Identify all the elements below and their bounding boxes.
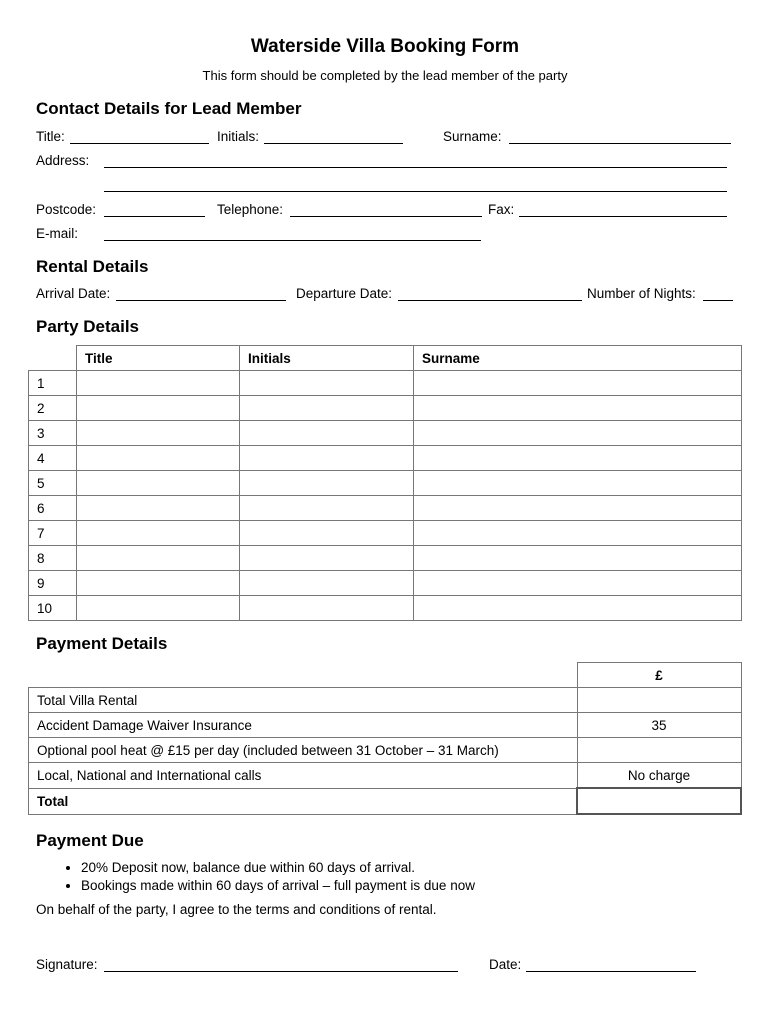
- party-surname-cell[interactable]: [414, 521, 742, 546]
- party-initials-cell[interactable]: [240, 446, 414, 471]
- party-title-cell[interactable]: [77, 421, 240, 446]
- party-initials-cell[interactable]: [240, 471, 414, 496]
- party-row-number: 4: [29, 446, 77, 471]
- bullet-item: • 20% Deposit now, balance due within 60 days of arrival.: [81, 859, 475, 877]
- party-title-cell[interactable]: [77, 396, 240, 421]
- date-field[interactable]: [526, 971, 696, 972]
- party-row: [29, 396, 742, 421]
- payment-item-label: Local, National and International calls: [29, 763, 578, 789]
- party-surname-cell[interactable]: [414, 546, 742, 571]
- party-row: [29, 446, 742, 471]
- signature-label: Signature:: [36, 957, 98, 972]
- party-row-number: 5: [29, 471, 77, 496]
- payment-corner-cell: [29, 663, 578, 688]
- payment-row: [29, 688, 742, 713]
- party-col-initials: Initials: [240, 346, 414, 371]
- payment-item-label: Total Villa Rental: [29, 688, 578, 713]
- party-corner-cell: [29, 346, 77, 371]
- party-title-cell[interactable]: [77, 471, 240, 496]
- nights-field[interactable]: [703, 300, 733, 301]
- party-initials-cell[interactable]: [240, 421, 414, 446]
- party-row: [29, 596, 742, 621]
- payment-row: [29, 738, 742, 763]
- initials-field[interactable]: [264, 143, 403, 144]
- total-amount-field[interactable]: [577, 788, 741, 814]
- signature-field[interactable]: [104, 971, 458, 972]
- party-title-cell[interactable]: [77, 546, 240, 571]
- party-table: [28, 345, 742, 621]
- party-row: [29, 471, 742, 496]
- due-bullets: [36, 859, 475, 895]
- postcode-label: Postcode:: [36, 202, 97, 217]
- party-initials-cell[interactable]: [240, 371, 414, 396]
- initials-label: Initials:: [217, 129, 260, 144]
- payment-item-amount[interactable]: 35: [577, 713, 741, 738]
- payment-heading: Payment Details: [36, 634, 168, 653]
- currency-header: £: [577, 663, 741, 688]
- payment-item-label: Accident Damage Waiver Insurance: [29, 713, 578, 738]
- party-surname-cell[interactable]: [414, 571, 742, 596]
- party-initials-cell[interactable]: [240, 396, 414, 421]
- payment-item-amount[interactable]: [577, 688, 741, 713]
- party-row: [29, 521, 742, 546]
- rental-heading: Rental Details: [36, 257, 149, 276]
- payment-item-amount[interactable]: No charge: [577, 763, 741, 789]
- arrival-label: Arrival Date:: [36, 286, 111, 301]
- party-surname-cell[interactable]: [414, 421, 742, 446]
- address-line-2[interactable]: [104, 191, 727, 192]
- party-heading: Party Details: [36, 317, 139, 336]
- payment-item-label: Optional pool heat @ £15 per day (included between 31 October – 31 March): [29, 738, 578, 763]
- total-label: Total: [29, 788, 578, 814]
- party-surname-cell[interactable]: [414, 496, 742, 521]
- party-initials-cell[interactable]: [240, 546, 414, 571]
- fax-label: Fax:: [488, 202, 515, 217]
- party-row-number: 9: [29, 571, 77, 596]
- arrival-date-field[interactable]: [116, 300, 286, 301]
- telephone-label: Telephone:: [217, 202, 284, 217]
- party-row-number: 10: [29, 596, 77, 621]
- surname-field[interactable]: [509, 143, 731, 144]
- party-row-number: 6: [29, 496, 77, 521]
- party-title-cell[interactable]: [77, 571, 240, 596]
- date-label: Date:: [489, 957, 522, 972]
- payment-row: [29, 713, 742, 738]
- party-row-number: 3: [29, 421, 77, 446]
- party-initials-cell[interactable]: [240, 596, 414, 621]
- agreement-text: On behalf of the party, I agree to the terms and conditions of rental.: [36, 902, 437, 917]
- bullet-item: • Bookings made within 60 days of arrival – full payment is due now: [81, 877, 475, 895]
- party-initials-cell[interactable]: [240, 521, 414, 546]
- party-title-cell[interactable]: [77, 371, 240, 396]
- form-subtitle: This form should be completed by the lead member of the party: [202, 68, 568, 83]
- payment-table: [28, 662, 742, 815]
- departure-label: Departure Date:: [296, 286, 393, 301]
- party-title-cell[interactable]: [77, 496, 240, 521]
- title-field[interactable]: [70, 143, 209, 144]
- party-row-number: 8: [29, 546, 77, 571]
- party-surname-cell[interactable]: [414, 596, 742, 621]
- party-title-cell[interactable]: [77, 446, 240, 471]
- payment-total-row: [29, 788, 742, 814]
- party-surname-cell[interactable]: [414, 471, 742, 496]
- title-label: Title:: [36, 129, 65, 144]
- contact-heading: Contact Details for Lead Member: [36, 99, 302, 118]
- address-label: Address:: [36, 153, 90, 168]
- party-row: [29, 496, 742, 521]
- email-field[interactable]: [104, 240, 481, 241]
- party-row: [29, 421, 742, 446]
- party-initials-cell[interactable]: [240, 496, 414, 521]
- payment-header-row: [29, 663, 742, 688]
- address-line-1[interactable]: [104, 167, 727, 168]
- party-col-surname: Surname: [414, 346, 742, 371]
- payment-row: [29, 763, 742, 789]
- party-row: [29, 546, 742, 571]
- fax-field[interactable]: [519, 216, 727, 217]
- party-row-number: 7: [29, 521, 77, 546]
- party-surname-cell[interactable]: [414, 371, 742, 396]
- departure-date-field[interactable]: [398, 300, 582, 301]
- form-title: Waterside Villa Booking Form: [250, 36, 520, 57]
- party-surname-cell[interactable]: [414, 446, 742, 471]
- party-title-cell[interactable]: [77, 521, 240, 546]
- party-title-cell[interactable]: [77, 596, 240, 621]
- party-row-number: 2: [29, 396, 77, 421]
- nights-label: Number of Nights:: [587, 286, 696, 301]
- party-row-number: 1: [29, 371, 77, 396]
- postcode-field[interactable]: [104, 216, 205, 217]
- party-col-title: Title: [77, 346, 240, 371]
- surname-label: Surname:: [443, 129, 502, 144]
- party-row: [29, 371, 742, 396]
- email-label: E-mail:: [36, 226, 79, 241]
- party-row: [29, 571, 742, 596]
- due-heading: Payment Due: [36, 831, 144, 850]
- party-initials-cell[interactable]: [240, 571, 414, 596]
- party-surname-cell[interactable]: [414, 396, 742, 421]
- party-header-row: [29, 346, 742, 371]
- telephone-field[interactable]: [290, 216, 482, 217]
- payment-item-amount[interactable]: [577, 738, 741, 763]
